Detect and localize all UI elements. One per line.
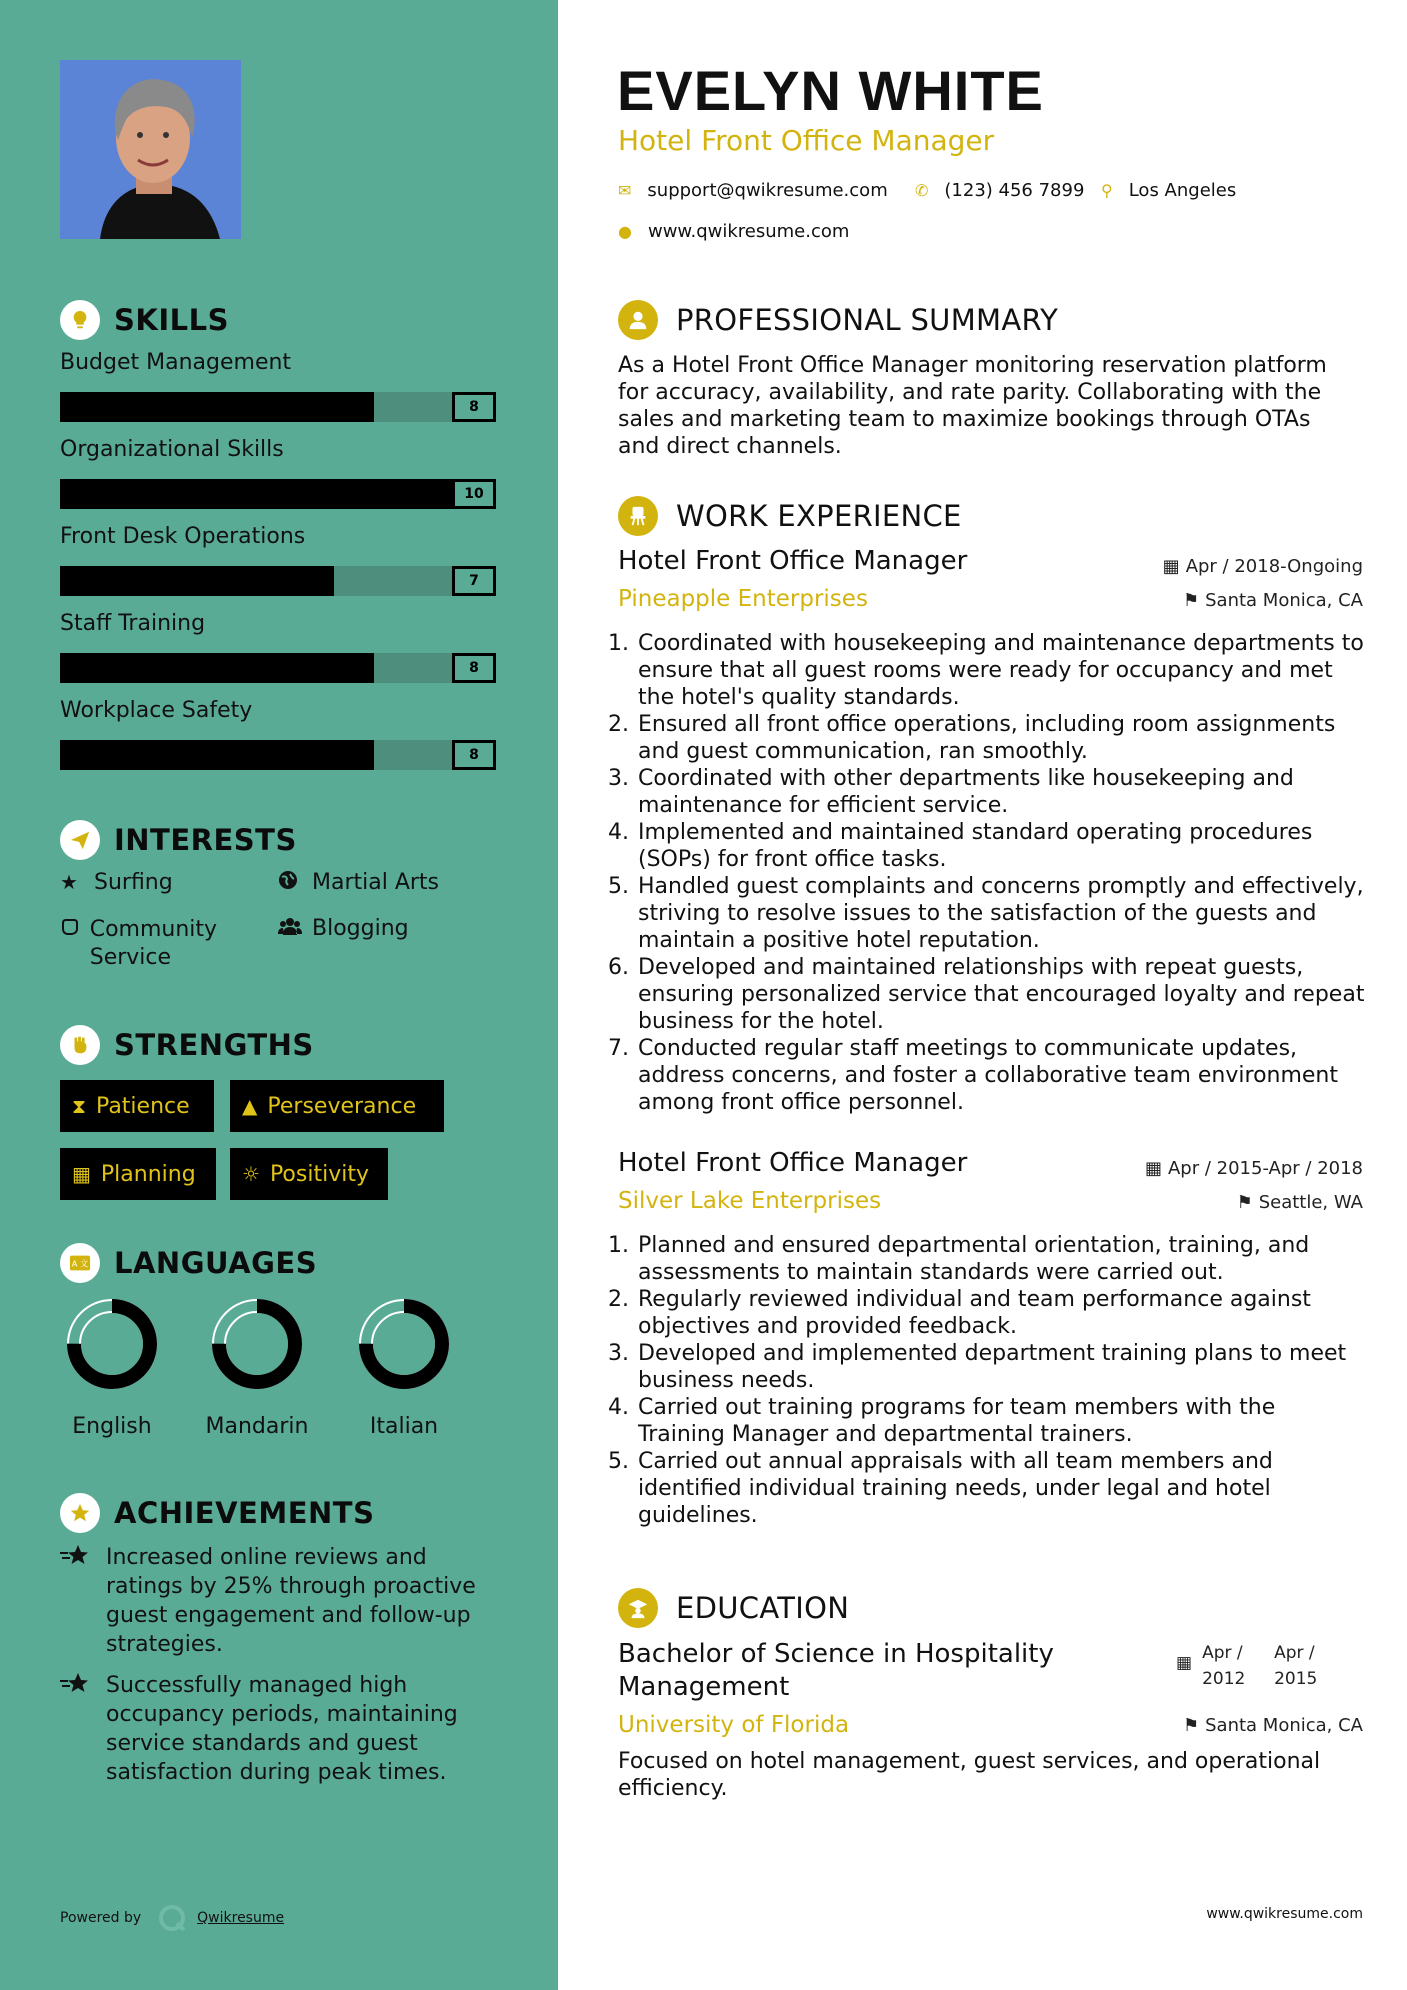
skill-score: 7 [452,566,496,596]
powered-by-label: Powered by [60,1910,142,1926]
experience-title: WORK EXPERIENCE [676,499,962,533]
language-name: Mandarin [205,1414,309,1439]
job-bullet: 5. Handled guest complaints and concerns promptly and effectively, striving to resolve issues to the satisfaction of the guests and maintain a positive hotel reputation. [636,873,1368,954]
graduate-icon [618,1588,658,1628]
powered-by [60,1903,284,1933]
job-bullet: 1. Planned and ensured departmental orientation, training, and assessments to maintain standards were carried out. [636,1232,1368,1286]
interests-heading-row [60,820,297,860]
hourglass-icon: ⧗ [72,1094,87,1118]
language-donut [64,1296,160,1392]
skill-bar [60,479,496,509]
strength-badge [230,1148,388,1200]
strength-label: Planning [100,1161,196,1187]
job-location: ⚑ Seattle, WA [1236,1192,1363,1213]
skill-bar [60,566,496,596]
interests-title: INTERESTS [114,823,297,857]
strength-label: Positivity [269,1161,369,1187]
achievement-item [60,1671,500,1787]
job-bullet: 3. Developed and implemented department training plans to meet business needs. [636,1340,1368,1394]
globe-icon: ● [618,222,632,241]
qwikresume-link[interactable]: Qwikresume [197,1910,285,1926]
skill-name: Workplace Safety [60,698,253,723]
qwikresume-logo-icon [157,1903,187,1933]
skill-bar-fill [60,653,374,683]
shooting-star-icon [60,1543,106,1659]
job-bullet: 2. Ensured all front office operations, including room assignments and guest communication, ran smoothly. [636,711,1368,765]
skill-score: 8 [452,653,496,683]
sun-icon: ☼ [242,1162,260,1186]
job-bullet: 3. Coordinated with other departments like housekeeping and maintenance for efficient service. [636,765,1368,819]
languages-heading-row [60,1243,317,1283]
job-title: Hotel Front Office Manager [618,1148,968,1178]
job-location: ⚑ Santa Monica, CA [1182,590,1363,611]
strengths-title: STRENGTHS [114,1028,314,1062]
summary-heading-row [618,300,1058,340]
company-name: Pineapple Enterprises [618,586,868,612]
skill-score: 10 [452,479,496,509]
strength-label: Perseverance [267,1093,417,1119]
calendar-icon: ▦ [1176,1653,1193,1673]
email-text[interactable]: support@qwikresume.com [647,180,888,201]
candidate-title: Hotel Front Office Manager [618,124,995,157]
main-content [558,0,1407,1990]
fist-icon [60,1025,100,1065]
education-description: Focused on hotel management, guest services, and operational efficiency. [618,1749,1321,1801]
interest-label: Community Service [89,917,218,970]
footer-website[interactable]: www.qwikresume.com [1206,1906,1363,1922]
strength-badge [60,1148,216,1200]
achievement-text: Increased online reviews and ratings by 25% through proactive guest engagement and follow-up strategies. [106,1545,476,1657]
school-name: University of Florida [618,1712,850,1738]
job-dates: ▦ Apr / 2015-Apr / 2018 [1144,1158,1363,1179]
interest-item [60,916,270,972]
summary-title: PROFESSIONAL SUMMARY [676,303,1059,337]
degree-name: Bachelor of Science in Hospitality Management [618,1639,1054,1702]
star-badge-icon [60,1493,100,1533]
pushpin-icon: ⚑ [1182,590,1200,611]
skill-bar [60,740,496,770]
interest-item [278,916,409,941]
calendar-icon: ▦ [72,1162,91,1186]
achievement-item [60,1543,500,1659]
calendar-icon: ▦ [1144,1158,1162,1179]
skill-bar [60,392,496,422]
education-dates: ▦ Apr / 2012 Apr / 2015 [1176,1640,1330,1692]
strength-badge [230,1080,444,1132]
pushpin-icon: ⚑ [1236,1192,1253,1213]
summary-text: As a Hotel Front Office Manager monitoring reservation platform for accuracy, availability, and rate parity. Collaborating with the sales and marketing team to maximize bookings through OTAs and direct channels. [618,353,1327,459]
skills-title: SKILLS [114,303,229,337]
contact-website [618,221,849,242]
achievements-title: ACHIEVEMENTS [114,1496,375,1530]
language-name: Italian [369,1414,439,1439]
skill-name: Organizational Skills [60,437,284,462]
strengths-heading-row [60,1025,314,1065]
interest-label: Surfing [94,870,173,895]
company-name: Silver Lake Enterprises [618,1188,882,1214]
job-bullet: 6. Developed and maintained relationships with repeat guests, ensuring personalized service that encouraged loyalty and repeat business for the hotel. [636,954,1368,1035]
skill-name: Budget Management [60,350,292,375]
phone-icon: ✆ [915,181,929,200]
hand-icon [60,916,82,944]
skill-score: 8 [452,740,496,770]
skills-heading-row [60,300,229,340]
phone-text: (123) 456 7899 [944,180,1085,201]
users-icon [278,916,304,941]
job-bullets [618,1232,1368,1529]
user-icon [618,300,658,340]
achievements-heading-row [60,1493,374,1533]
svg-text:A 文: A 文 [71,1258,89,1269]
language-donut [209,1296,305,1392]
website-text[interactable]: www.qwikresume.com [647,221,850,242]
sidebar [0,0,558,1990]
star-icon: ★ [60,870,78,894]
paper-plane-icon [60,820,100,860]
contact-phone [915,180,1084,201]
skill-score: 8 [452,392,496,422]
briefcase-chair-icon [618,496,658,536]
interest-label: Martial Arts [312,870,440,895]
education-heading-row [618,1588,849,1628]
language-donut [356,1296,452,1392]
interest-item [278,870,439,895]
languages-title: LANGUAGES [114,1246,318,1280]
calendar-icon: ▦ [1162,556,1180,577]
language-name: English [72,1414,152,1439]
achievement-text: Successfully managed high occupancy periods, maintaining service standards and guest satisfaction during peak times. [106,1673,458,1785]
road-icon: ▲ [242,1094,258,1118]
profile-photo [60,60,241,239]
education-location: ⚑ Santa Monica, CA [1182,1715,1363,1736]
job-bullet: 4. Implemented and maintained standard operating procedures (SOPs) for front office tasks. [636,819,1368,873]
job-bullet: 1. Coordinated with housekeeping and maintenance departments to ensure that all guest rooms were ready for occupancy and met the hotel's quality standards. [636,630,1368,711]
strength-badge [60,1080,214,1132]
job-bullet: 7. Conducted regular staff meetings to communicate updates, address concerns, and foster a collaborative team environment among front office personnel. [636,1035,1368,1116]
location-text: Los Angeles [1128,180,1237,201]
job-bullet: 2. Regularly reviewed individual and team performance against objectives and provided feedback. [636,1286,1368,1340]
skill-bar [60,653,496,683]
pushpin-icon: ⚑ [1182,1715,1200,1736]
lightbulb-icon [60,300,100,340]
skill-bar-fill [60,392,374,422]
skill-name: Staff Training [60,611,206,636]
candidate-name: EVELYN WHITE [617,59,1044,122]
shooting-star-icon [60,1671,106,1787]
contact-location [1101,180,1236,201]
job-bullet: 5. Carried out annual appraisals with all team members and identified individual training needs, under legal and hotel guidelines. [636,1448,1368,1529]
job-dates: ▦ Apr / 2018-Ongoing [1162,556,1363,577]
job-bullets [618,630,1368,1116]
skill-name: Front Desk Operations [60,524,306,549]
contact-email [618,180,888,201]
interest-label: Blogging [312,916,409,941]
job-bullet: 4. Carried out training programs for team members with the Training Manager and departmental trainers. [636,1394,1368,1448]
skill-bar-fill [60,566,334,596]
strength-label: Patience [96,1093,190,1119]
experience-heading-row [618,496,962,536]
education-title: EDUCATION [676,1591,850,1625]
skill-bar-fill [60,740,374,770]
envelope-icon: ✉ [618,181,632,200]
skill-bar-fill [60,479,452,509]
interest-item [60,870,173,895]
map-pin-icon: ⚲ [1101,181,1113,200]
globe-icon [278,870,304,895]
job-title: Hotel Front Office Manager [618,546,968,576]
language-card-icon [60,1243,100,1283]
